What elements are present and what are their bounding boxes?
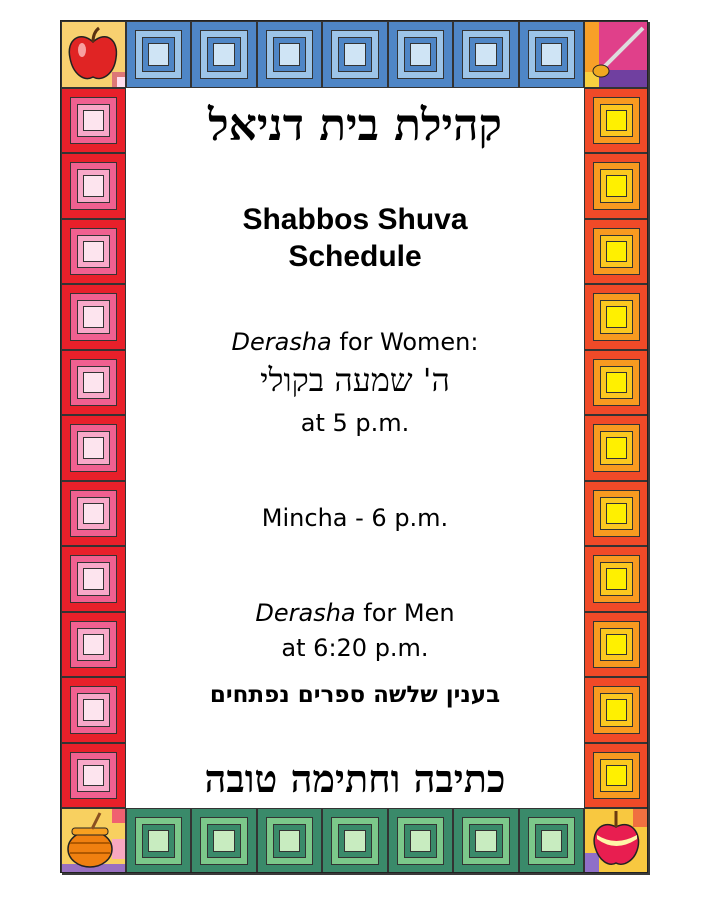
tile-center	[148, 43, 169, 66]
tile-center	[606, 306, 627, 327]
flyer-page	[60, 20, 648, 873]
tile-center	[83, 765, 104, 786]
congregation-title: קהילת בית דניאל	[208, 100, 502, 151]
tile-center	[541, 830, 562, 852]
honey-dipper-icon	[584, 21, 648, 88]
border-tile-top	[322, 21, 387, 88]
border-tile-left	[61, 612, 126, 677]
women-derasha-heading	[126, 328, 584, 356]
tile-center	[279, 43, 300, 66]
men-derasha-time: at 6:20 p.m.	[281, 634, 429, 662]
border-tile-top	[453, 21, 518, 88]
border-tile-left	[61, 88, 126, 153]
tile-center	[83, 503, 104, 524]
schedule-title	[126, 201, 584, 275]
schedule-title-line2: Schedule	[288, 240, 422, 273]
tile-center	[410, 830, 431, 852]
men-derasha-heading	[126, 599, 584, 627]
mincha-time: Mincha - 6 p.m.	[261, 504, 449, 532]
men-derasha-italic: Derasha	[255, 599, 356, 627]
tile-center	[148, 830, 169, 852]
border-tile-left	[61, 743, 126, 808]
border-tile-right	[584, 88, 648, 153]
schedule-title-line1: Shabbos Shuva	[242, 203, 468, 236]
border-tile-right	[584, 481, 648, 546]
border-tile-right	[584, 612, 648, 677]
tile-center	[606, 437, 627, 458]
men-derasha-rest: for Men	[355, 599, 455, 627]
border-tile-left	[61, 677, 126, 742]
women-derasha-rest: for Women:	[331, 328, 479, 356]
border-tile-left	[61, 415, 126, 480]
border-tile-right	[584, 350, 648, 415]
tile-center	[541, 43, 562, 66]
border-tile-left	[61, 350, 126, 415]
border-tile-top	[388, 21, 453, 88]
tile-center	[606, 699, 627, 720]
tile-center	[606, 765, 627, 786]
border-tile-bottom	[388, 808, 453, 873]
tile-center	[83, 241, 104, 262]
honey-pot-icon	[61, 808, 126, 873]
border-tile-top	[191, 21, 256, 88]
border-tile-right	[584, 546, 648, 611]
border-tile-left	[61, 153, 126, 218]
tile-center	[213, 43, 234, 66]
candy-apple-icon	[584, 808, 648, 873]
tile-center	[83, 437, 104, 458]
tile-center	[344, 43, 365, 66]
women-derasha-topic: ה' שמעה בקולי	[260, 361, 450, 399]
border-tile-bottom	[519, 808, 584, 873]
tile-center	[83, 175, 104, 196]
border-tile-right	[584, 743, 648, 808]
tile-center	[83, 372, 104, 393]
tile-center	[344, 830, 365, 852]
tile-center	[410, 43, 431, 66]
tile-center	[606, 634, 627, 655]
flyer-content	[126, 88, 584, 808]
border-tile-bottom	[257, 808, 322, 873]
apple-icon	[61, 21, 126, 88]
border-tile-left	[61, 546, 126, 611]
tile-center	[606, 568, 627, 589]
tile-center	[279, 830, 300, 852]
women-derasha-italic: Derasha	[231, 328, 332, 356]
tile-center	[83, 568, 104, 589]
border-tile-right	[584, 284, 648, 349]
border-tile-bottom	[322, 808, 387, 873]
women-derasha-time: at 5 p.m.	[300, 409, 410, 437]
tile-center	[606, 110, 627, 131]
border-tile-top	[519, 21, 584, 88]
border-tile-right	[584, 677, 648, 742]
border-tile-top	[257, 21, 322, 88]
border-tile-bottom	[453, 808, 518, 873]
tile-center	[213, 830, 234, 852]
border-tile-left	[61, 219, 126, 284]
border-tile-top	[126, 21, 191, 88]
tile-center	[606, 372, 627, 393]
border-tile-right	[584, 153, 648, 218]
closing-greeting: כתיבה וחתימה טובה	[204, 756, 506, 801]
tile-center	[606, 175, 627, 196]
tile-center	[83, 699, 104, 720]
border-tile-bottom	[191, 808, 256, 873]
tile-center	[83, 634, 104, 655]
border-tile-left	[61, 481, 126, 546]
tile-center	[606, 241, 627, 262]
border-tile-right	[584, 219, 648, 284]
tile-center	[83, 306, 104, 327]
tile-center	[475, 830, 496, 852]
men-derasha-topic: בענין שלשה ספרים נפתחים	[209, 682, 501, 708]
tile-center	[475, 43, 496, 66]
border-tile-bottom	[126, 808, 191, 873]
tile-center	[606, 503, 627, 524]
border-tile-right	[584, 415, 648, 480]
border-tile-left	[61, 284, 126, 349]
tile-center	[83, 110, 104, 131]
